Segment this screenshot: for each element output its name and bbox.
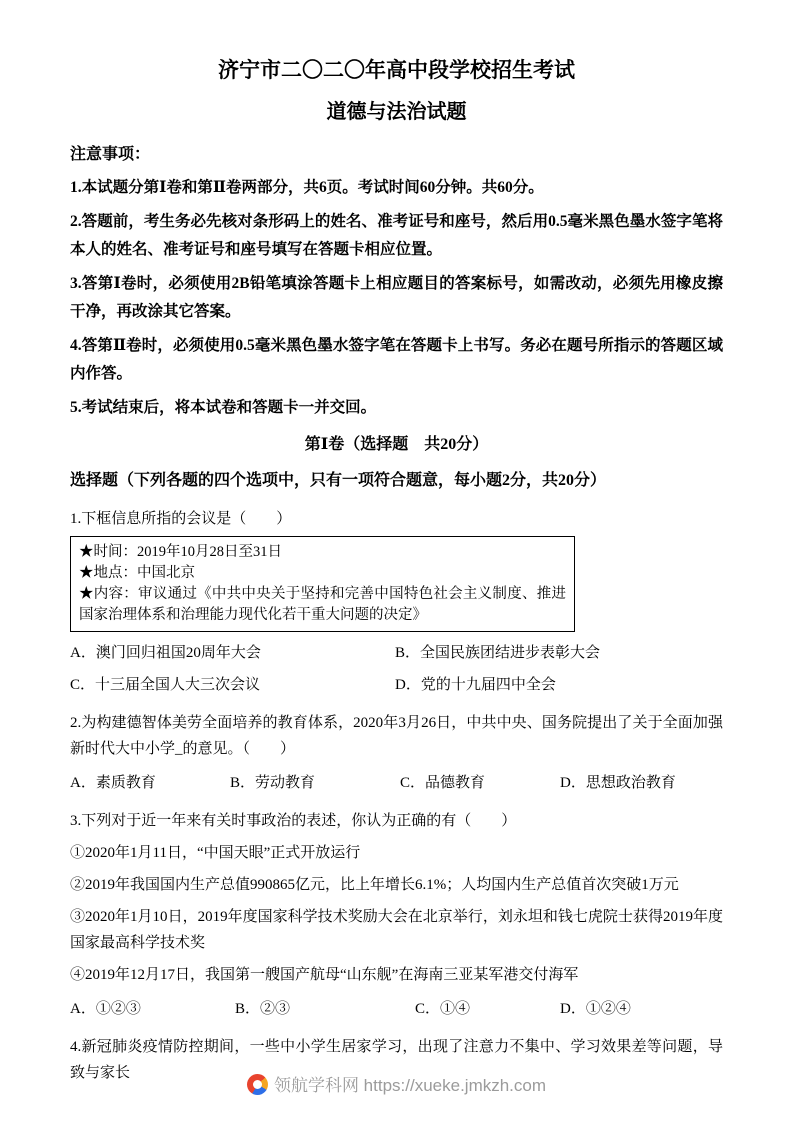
question-1-option-b: B．全国民族团结进步表彰大会 xyxy=(395,645,601,661)
question-1 xyxy=(70,506,723,698)
question-1-option-c: C．十三届全国人大三次会议 xyxy=(70,677,261,693)
info-box-line-content: ★内容：审议通过《中共中央关于坚持和完善中国特色社会主义制度、推进国家治理体系和治理能力现代化若干重大问题的决定》 xyxy=(79,586,566,623)
question-1-option-a: A．澳门回归祖国20周年大会 xyxy=(70,645,261,661)
exam-title: 济宁市二〇二〇年高中段学校招生考试 xyxy=(218,58,575,82)
question-3-option-c: C．①④ xyxy=(415,1001,471,1017)
question-2-stem: 2.为构建德智体美劳全面培养的教育体系，2020年3月26日，中共中央、国务院提出了关于全面加强新时代大中小学_的意见。（ ） xyxy=(70,715,723,757)
question-1-option-d: D．党的十九届四中全会 xyxy=(395,677,556,693)
watermark xyxy=(0,1074,793,1098)
question-3 xyxy=(70,808,723,1022)
notices-heading: 注意事项： xyxy=(70,146,151,163)
xueke-site-logo-icon xyxy=(247,1074,268,1095)
question-2-option-a: A．素质教育 xyxy=(70,775,156,791)
question-3-stem: 3.下列对于近一年来有关时事政治的表述，你认为正确的有（ ） xyxy=(70,813,517,829)
question-4-stem: 4.新冠肺炎疫情防控期间，一些中小学生居家学习，出现了注意力不集中、学习效果差等问题，导致与家长 xyxy=(70,1039,723,1081)
notice-item-3: 3.答第Ⅰ卷时，必须使用2B铅笔填涂答题卡上相应题目的答案标号，如需改动，必须先用橡皮擦干净，再改涂其它答案。 xyxy=(70,275,723,320)
info-box-line-place: ★地点：中国北京 xyxy=(79,565,195,581)
question-2-option-b: B．劳动教育 xyxy=(230,775,316,791)
question-1-options xyxy=(70,640,723,698)
question-3-option-b: B．②③ xyxy=(235,1001,291,1017)
question-3-statement-1: ①2020年1月11日，“中国天眼”正式开放运行 xyxy=(70,845,361,861)
section1-title: 第Ⅰ卷（选择题 共20分） xyxy=(304,436,489,453)
notice-item-5: 5.考试结束后，将本试卷和答题卡一并交回。 xyxy=(70,399,377,416)
exam-subtitle: 道德与法治试题 xyxy=(326,101,467,123)
question-1-stem: 1.下框信息所指的会议是（ ） xyxy=(70,511,292,527)
notice-item-1: 1.本试题分第Ⅰ卷和第Ⅱ卷两部分，共6页。考试时间60分钟。共60分。 xyxy=(70,179,544,196)
question-3-statement-3: ③2020年1月10日，2019年度国家科学技术奖励大会在北京举行，刘永坦和钱七虎院士获得2019年度国家最高科学技术奖 xyxy=(70,909,723,951)
question-2-option-c: C．品德教育 xyxy=(400,775,486,791)
notice-item-2: 2.答题前，考生务必先核对条形码上的姓名、准考证号和座号，然后用0.5毫米黑色墨水签字笔将本人的姓名、准考证号和座号填写在答题卡相应位置。 xyxy=(70,213,723,258)
question-3-statement-2: ②2019年我国国内生产总值990865亿元，比上年增长6.1%；人均国内生产总值首次突破1万元 xyxy=(70,877,679,893)
question-2 xyxy=(70,710,723,796)
question-3-statement-4: ④2019年12月17日，我国第一艘国产航母“山东舰”在海南三亚某军港交付海军 xyxy=(70,967,579,983)
notice-item-4: 4.答第Ⅱ卷时，必须使用0.5毫米黑色墨水签字笔在答题卡上书写。务必在题号所指示的答题区域内作答。 xyxy=(70,337,723,382)
multiple-choice-instruction: 选择题（下列各题的四个选项中，只有一项符合题意，每小题2分，共20分） xyxy=(70,472,607,489)
question-3-option-d: D．①②④ xyxy=(560,1001,631,1017)
question-3-option-a: A．①②③ xyxy=(70,1001,141,1017)
watermark-text: 领航学科网 https://xueke.jmkzh.com xyxy=(273,1076,547,1095)
question-1-info-box xyxy=(70,536,575,632)
question-2-options xyxy=(70,770,723,796)
info-box-line-time: ★时间：2019年10月28日至31日 xyxy=(79,544,282,560)
question-2-option-d: D．思想政治教育 xyxy=(560,775,676,791)
question-3-options xyxy=(70,996,723,1022)
